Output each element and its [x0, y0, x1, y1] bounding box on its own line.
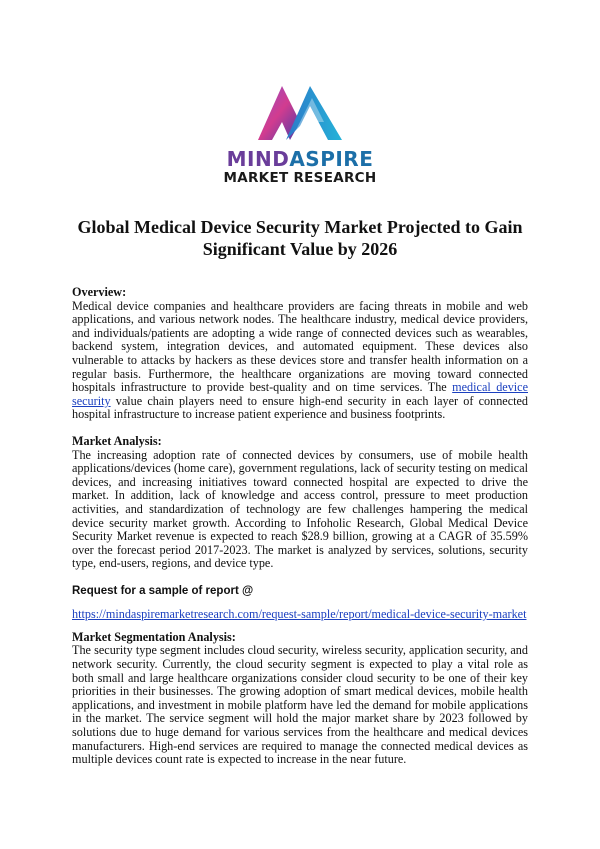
- overview-paragraph: Medical device companies and healthcare providers are facing threats in mobile and web applications, and various network nodes. The healthcare industry, medical device providers, and individuals/patients are adopting a wide range of connected devices such as wearables, backend system, integration devices, and automated equipment. These devices also vulnerable to attacks by hackers as these devices store and transfer health information on a regular basis. Furthermore, the healthcare organizations are moving toward connected hospitals infrastructure to provide best-quality and on time services. The medical device security value chain players need to ensure high-end security in each layer of connected hospital infrastructure to increase patient experience and business footprints.: [72, 298, 528, 422]
- mindaspire-logo-icon: [252, 78, 348, 146]
- request-sample-link[interactable]: https://mindaspiremarketresearch.com/request-sample/report/medical-device-security-market: [72, 606, 527, 621]
- market-analysis-paragraph: The increasing adoption rate of connected devices by consumers, use of mobile health applications/devices (home care), government regulations, lack of security testing on medical devices, and increasing initiatives toward connected hospital are expected to drive the market. In addition, lack of knowledge and access control, pressure to meet production activities, and standardization of technology are few challenges hampering the medical device security market growth. According to Infoholic Research, Global Medical Device Security Market revenue is expected to reach $28.9 billion, growing at a CAGR of 35.59% over the forecast period 2017-2023. The market is analyzed by services, solutions, security type, end-users, regions, and device type.: [72, 447, 528, 571]
- document-body: [72, 286, 528, 767]
- segmentation-heading: Market Segmentation Analysis:: [72, 629, 236, 644]
- request-sample-label: Request for a sample of report @: [72, 584, 254, 597]
- overview-heading: Overview:: [72, 285, 127, 299]
- segmentation-paragraph: The security type segment includes cloud security, wireless security, application security, and network security. Currently, the cloud security segment is expected to play a vital role as both small and large healthcare organizations consider cloud security to be one of their key priorities in their businesses. The growing adoption of smart medical devices, mobile health applications, and investment in mobile platform have led the demand for mobile applications in the market. The service segment will hold the major market share by 2023 followed by solutions due to huge demand for various services from the healthcare and medical devices manufacturers. High-end services are required to manage the connected medical devices as multiple devices count rate is expected to increase in the near future.: [72, 643, 528, 767]
- brand-name: MINDASPIRE: [226, 147, 374, 171]
- document-title: Global Medical Device Security Market Projected to Gain Significant Value by 2026: [77, 217, 523, 259]
- brand-logo: [0, 78, 600, 186]
- market-analysis-heading: Market Analysis:: [72, 433, 162, 448]
- request-sample-url-line: [72, 607, 528, 621]
- brand-tagline: MARKET RESEARCH: [223, 170, 377, 186]
- medical-device-security-link[interactable]: medical device security: [72, 380, 528, 408]
